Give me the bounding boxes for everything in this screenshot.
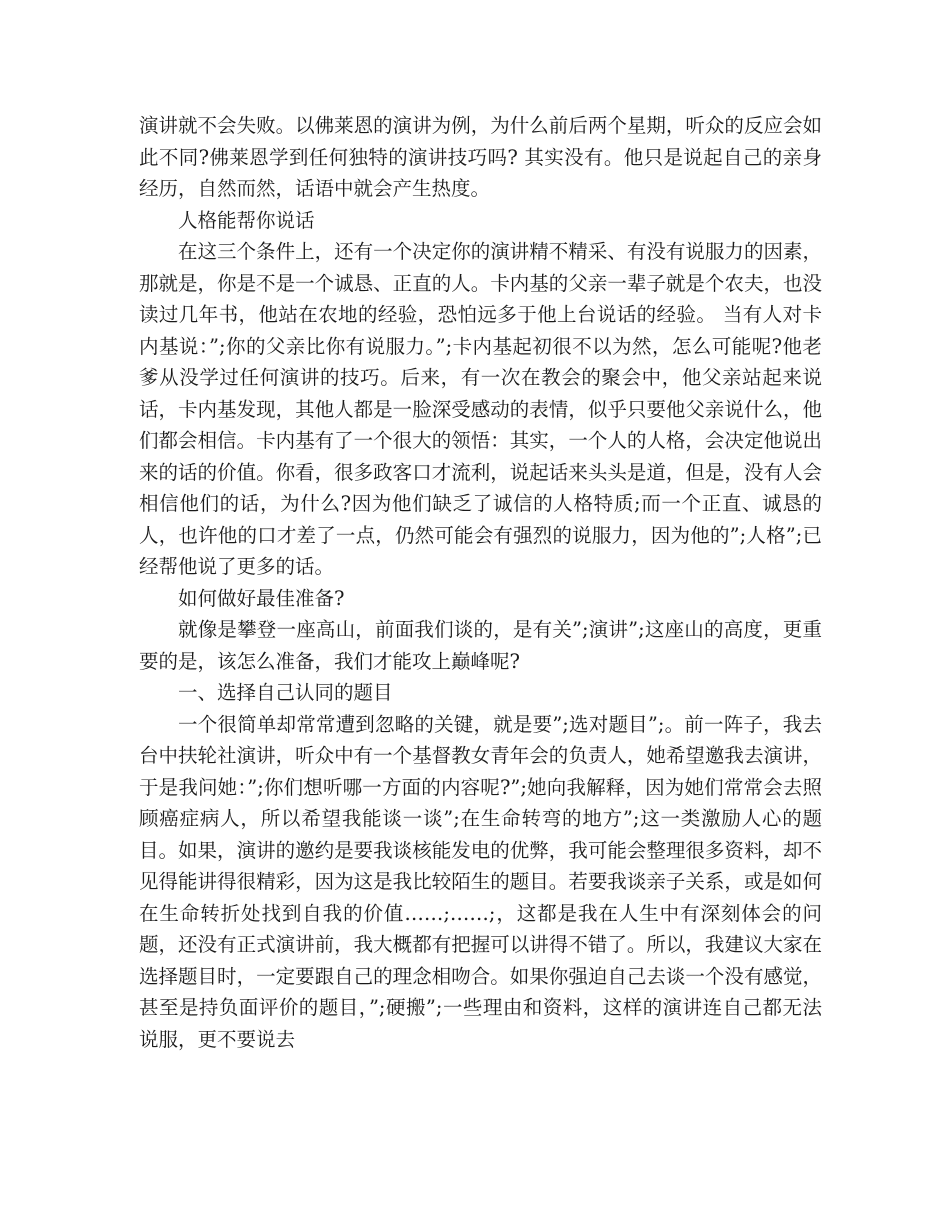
document-body: [139, 110, 822, 1055]
paragraph-3: 就像是攀登一座高山，前面我们谈的，是有关”;演讲”;这座山的高度，更重要的是，该怎么准备，我们才能攻上巅峰呢?: [139, 618, 822, 673]
paragraph-4: 一个很简单却常常遭到忽略的关键，就是要”;选对题目”;。前一阵子，我去台中扶轮社演讲，听众中有一个基督教女青年会的负责人，她希望邀我去演讲，于是我问她：”;你们想听哪一方面的内容呢?”;她向我解释，因为她们常常会去照顾癌症病人，所以希望我能谈一谈”;在生命转弯的地方”;这一类激励人心的题目。如果，演讲的邀约是要我谈核能发电的优弊，我可能会整理很多资料，却不见得能讲得很精彩，因为这是我比较陌生的题目。若要我谈亲子关系，或是如何在生命转折处找到自我的价值……;……;，这都是我在人生中有深刻体会的问题，还没有正式演讲前，我大概都有把握可以讲得不错了。所以，我建议大家在选择题目时，一定要跟自己的理念相吻合。如果你强迫自己去谈一个没有感觉，甚至是持负面评价的题目，”;硬搬”;一些理由和资料，这样的演讲连自己都无法说服，更不要说去: [139, 712, 822, 1051]
paragraph-2: 在这三个条件上，还有一个决定你的演讲精不精采、有没有说服力的因素，那就是，你是不是一个诚恳、正直的人。卡内基的父亲一辈子就是个农夫，也没读过几年书，他站在农地的经验，恐怕远多于他上台说话的经验。 当有人对卡内基说：”;你的父亲比你有说服力。”;卡内基起初很不以为然，怎么可能呢?他老爹从没学过任何演讲的技巧。后来，有一次在教会的聚会中，他父亲站起来说话，卡内基发现，其他人都是一脸深受感动的表情，似乎只要他父亲说什么，他们都会相信。卡内基有了一个很大的领悟：其实，一个人的人格，会决定他说出来的话的价值。你看，很多政客口才流利，说起话来头头是道，但是，没有人会相信他们的话，为什么?因为他们缺乏了诚信的人格特质;而一个正直、诚恳的人，也许他的口才差了一点，仍然可能会有强烈的说服力，因为他的”;人格”;已经帮他说了更多的话。: [139, 240, 822, 578]
paragraph-1: 演讲就不会失败。以佛莱恩的演讲为例，为什么前后两个星期，听众的反应会如此不同?佛莱恩学到任何独特的演讲技巧吗? 其实没有。他只是说起自己的亲身经历，自然而然，话语中就会产生热度。: [139, 114, 822, 200]
section-heading-personality: 人格能帮你说话: [178, 208, 315, 232]
section-heading-preparation: 如何做好最佳准备?: [178, 586, 345, 610]
section-heading-choose-topic: 一、选择自己认同的题目: [178, 681, 393, 704]
